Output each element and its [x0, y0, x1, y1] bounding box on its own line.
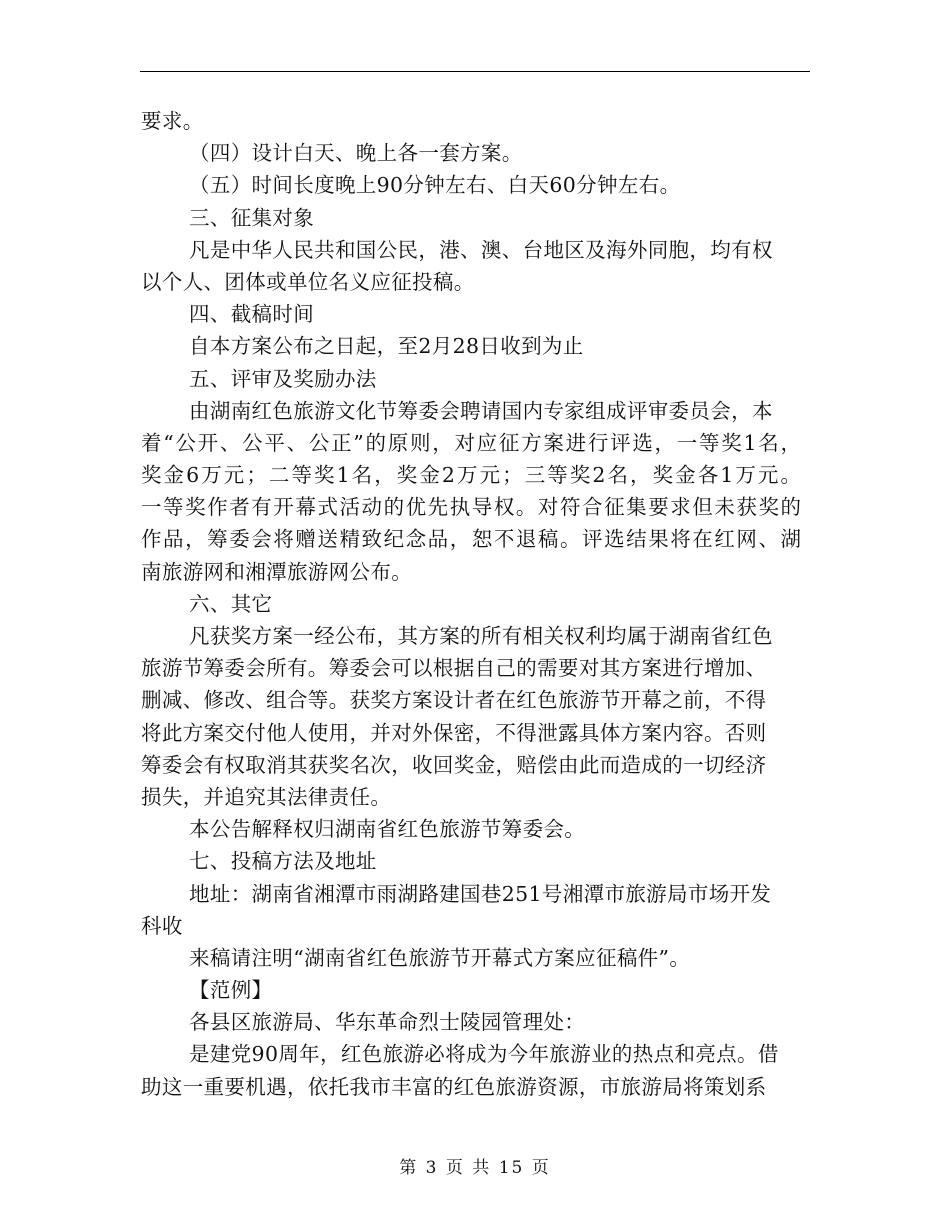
text-line: 删减、修改、组合等。获奖方案设计者在红色旅游节开幕之前，不得	[141, 688, 767, 713]
text-line: 以个人、团体或单位名义应征投稿。	[141, 269, 475, 294]
text-line: 旅游节筹委会所有。筹委会可以根据自己的需要对其方案进行增加、	[141, 656, 767, 681]
text-line: 着“公开、公平、公正”的原则，对应征方案进行评选，一等奖1名，	[141, 430, 801, 455]
text-line: 凡获奖方案一经公布，其方案的所有相关权利均属于湖南省红色	[189, 624, 773, 648]
document-body	[141, 105, 801, 1103]
section-heading: 五、评审及奖励办法	[189, 366, 377, 391]
text-line: 南旅游网和湘潭旅游网公布。	[141, 559, 413, 584]
text-line: （五）时间长度晚上90分钟左右、白天60分钟左右。	[189, 173, 681, 198]
section-heading: 四、截稿时间	[189, 302, 315, 327]
text-line: 本公告解释权归湖南省红色旅游节筹委会。	[189, 817, 586, 842]
text-line: 是建党90周年，红色旅游必将成为今年旅游业的热点和亮点。借	[189, 1042, 779, 1067]
text-line: 地址：湖南省湘潭市雨湖路建国巷251号湘潭市旅游局市场开发	[189, 881, 772, 906]
text-line: 来稿请注明“湖南省红色旅游节开幕式方案应征稿件”。	[189, 945, 691, 970]
text-line: 筹委会有权取消其获奖名次，收回奖金，赔偿由此而造成的一切经济	[141, 752, 767, 777]
text-line: 一等奖作者有开幕式活动的优先执导权。对符合征集要求但未获奖的	[141, 495, 801, 520]
page-footer: 第 3 页 共 15 页	[399, 1158, 551, 1178]
text-line: 将此方案交付他人使用，并对外保密，不得泄露具体方案内容。否则	[141, 720, 767, 745]
header-rule	[140, 71, 810, 72]
text-line: 助这一重要机遇，依托我市丰富的红色旅游资源，市旅游局将策划系	[141, 1074, 767, 1099]
section-heading: 七、投稿方法及地址	[189, 849, 377, 874]
text-line: 自本方案公布之日起，至2月28日收到为止	[189, 334, 584, 359]
text-line: 要求。	[141, 109, 204, 133]
text-line: 奖金6万元；二等奖1名，奖金2万元；三等奖2名，奖金各1万元。	[141, 463, 801, 488]
text-line: 凡是中华人民共和国公民，港、澳、台地区及海外同胞，均有权	[189, 237, 773, 262]
text-line: 损失，并追究其法律责任。	[141, 784, 392, 809]
text-line: 科收	[141, 913, 183, 938]
text-line: 由湖南红色旅游文化节筹委会聘请国内专家组成评审委员会，本	[189, 398, 773, 423]
section-heading: 三、征集对象	[189, 205, 315, 230]
text-line: 作品，筹委会将赠送精致纪念品，恕不退稿。评选结果将在红网、湖	[141, 527, 801, 552]
text-line: 各县区旅游局、华东革命烈士陵园管理处：	[189, 1010, 586, 1035]
text-line: （四）设计白天、晚上各一套方案。	[189, 141, 523, 166]
section-heading: 六、其它	[189, 591, 273, 616]
example-heading: 【范例】	[189, 978, 273, 1003]
